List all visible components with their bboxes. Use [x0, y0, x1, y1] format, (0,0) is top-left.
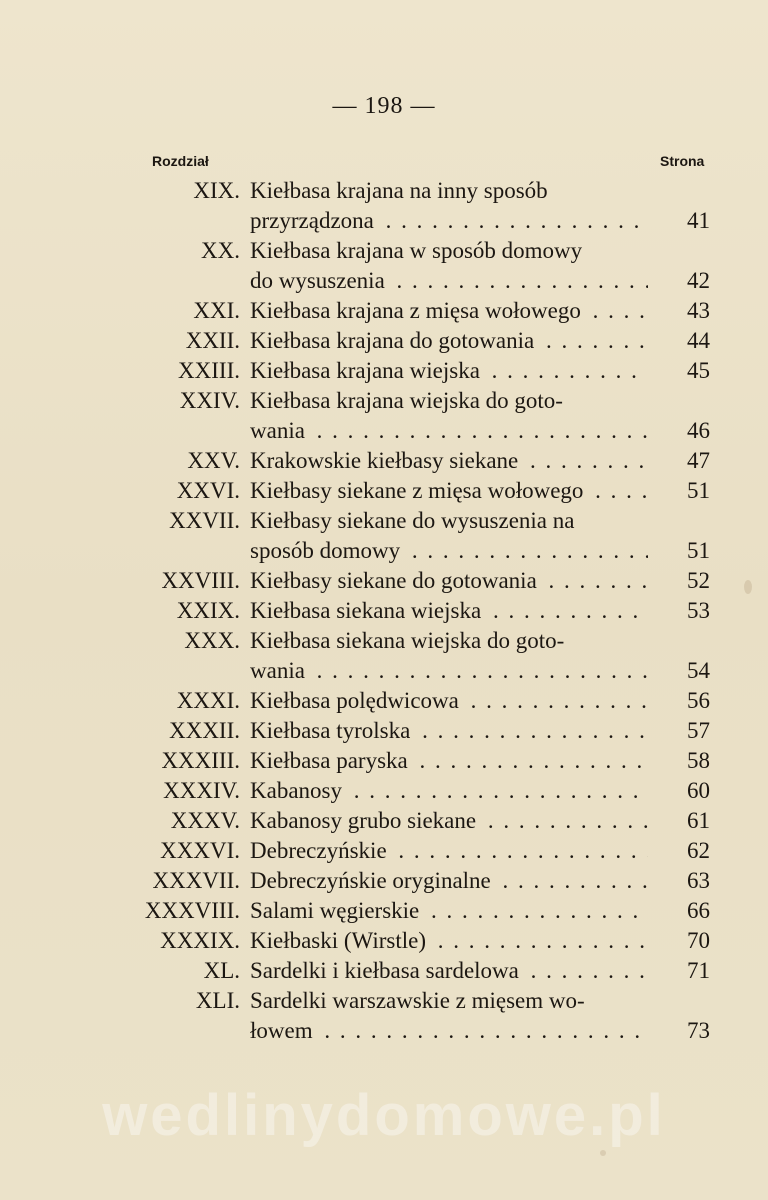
page-ref: 53 — [687, 598, 710, 623]
toc-line — [0, 1016, 768, 1046]
toc-line — [0, 866, 768, 896]
chapter-number: XXVII. — [169, 508, 240, 533]
chapter-number: XXXVI. — [160, 838, 240, 863]
chapter-title: łowem . . . — [250, 1016, 648, 1046]
page-ref: 71 — [687, 958, 710, 983]
chapter-number: XXXV. — [170, 808, 240, 833]
chapter-number: XXXIX. — [160, 928, 240, 953]
page-ref: 41 — [687, 208, 710, 233]
page-ref: 47 — [687, 448, 710, 473]
chapter-title: Kiełbasa krajana wiejska . . . — [250, 356, 648, 386]
chapter-number: XXXII. — [169, 718, 240, 743]
chapter-number: XXIV. — [179, 388, 240, 413]
toc-line — [0, 176, 768, 206]
toc-line — [0, 416, 768, 446]
chapter-column-header: Rozdział — [152, 153, 209, 169]
chapter-title: Kiełbaski (Wirstle) . . . — [250, 926, 648, 956]
page-ref: 46 — [687, 418, 710, 443]
page-ref: 62 — [687, 838, 710, 863]
page-ref: 57 — [687, 718, 710, 743]
chapter-title: Debreczyńskie . . . — [250, 836, 648, 866]
toc-line — [0, 806, 768, 836]
chapter-title: wania . . . — [250, 416, 648, 446]
toc-line — [0, 746, 768, 776]
chapter-number: XXII. — [185, 328, 240, 353]
toc-line — [0, 896, 768, 926]
page-ref: 73 — [687, 1018, 710, 1043]
toc-line — [0, 926, 768, 956]
page-column-header: Strona — [660, 153, 705, 169]
paper-stain — [744, 580, 752, 594]
page-number: — 198 — — [332, 93, 436, 119]
chapter-number: XXXIII. — [161, 748, 240, 773]
chapter-number: XXV. — [187, 448, 240, 473]
page-ref: 56 — [687, 688, 710, 713]
toc-line — [0, 506, 768, 536]
chapter-number: XL. — [203, 958, 240, 983]
chapter-title: Debreczyńskie oryginalne . . . — [250, 866, 648, 896]
chapter-number: XXVI. — [176, 478, 240, 503]
watermark: wedlinydomowe.pl — [102, 1083, 666, 1148]
chapter-title: Kiełbasy siekane do gotowania . . . — [250, 566, 648, 596]
chapter-number: XXVIII. — [161, 568, 240, 593]
chapter-number: XIX. — [193, 178, 240, 203]
page-ref: 42 — [687, 268, 710, 293]
chapter-title: Kabanosy . . . — [250, 776, 648, 806]
page-ref: 45 — [687, 358, 710, 383]
chapter-number: XX. — [201, 238, 240, 263]
page-ref: 52 — [687, 568, 710, 593]
chapter-number: XXIII. — [178, 358, 240, 383]
chapter-title: Sardelki warszawskie z mięsem wo- — [250, 988, 585, 1013]
chapter-title: Kabanosy grubo siekane . . . — [250, 806, 648, 836]
chapter-title: Krakowskie kiełbasy siekane . . . — [250, 446, 648, 476]
page-ref: 60 — [687, 778, 710, 803]
chapter-title: Kiełbasa tyrolska . . . — [250, 716, 648, 746]
toc-line — [0, 326, 768, 356]
toc-line — [0, 836, 768, 866]
toc-line — [0, 986, 768, 1016]
chapter-number: XXXVIII. — [144, 898, 240, 923]
toc-line — [0, 566, 768, 596]
chapter-title: Kiełbasy siekane do wysuszenia na — [250, 508, 575, 533]
toc-line — [0, 596, 768, 626]
toc-line — [0, 386, 768, 416]
chapter-number: XLI. — [195, 988, 240, 1013]
chapter-title: Sardelki i kiełbasa sardelowa . . . — [250, 956, 648, 986]
chapter-number: XXXI. — [176, 688, 240, 713]
toc-line — [0, 236, 768, 266]
toc-line — [0, 686, 768, 716]
toc-line — [0, 296, 768, 326]
chapter-title: Kiełbasa paryska . . . — [250, 746, 648, 776]
toc-line — [0, 776, 768, 806]
chapter-number: XXI. — [193, 298, 240, 323]
toc-line — [0, 206, 768, 236]
page-ref: 51 — [687, 478, 710, 503]
toc-line — [0, 716, 768, 746]
chapter-title: sposób domowy . . . — [250, 536, 648, 566]
chapter-title: Kiełbasa krajana z mięsa wołowego . . . — [250, 296, 648, 326]
page-ref: 44 — [687, 328, 710, 353]
paper-stain — [600, 1150, 606, 1156]
chapter-title: przyrządzona . . . — [250, 206, 648, 236]
toc-line — [0, 626, 768, 656]
chapter-title: Kiełbasa polędwicowa . . . — [250, 686, 648, 716]
chapter-title: Kiełbasa siekana wiejska do goto- — [250, 628, 565, 653]
page-ref: 61 — [687, 808, 710, 833]
chapter-title: Kiełbasa krajana do gotowania . . . — [250, 326, 648, 356]
chapter-title: Salami węgierskie . . . — [250, 896, 648, 926]
chapter-title: Kiełbasa krajana na inny sposób — [250, 178, 548, 203]
chapter-title: Kiełbasy siekane z mięsa wołowego . . . — [250, 476, 648, 506]
toc-line — [0, 356, 768, 386]
toc-line — [0, 266, 768, 296]
toc-line — [0, 956, 768, 986]
chapter-number: XXX. — [184, 628, 240, 653]
toc-line — [0, 446, 768, 476]
toc-line — [0, 536, 768, 566]
chapter-title: Kiełbasa krajana wiejska do goto- — [250, 388, 563, 413]
toc-line — [0, 656, 768, 686]
page-ref: 43 — [687, 298, 710, 323]
page-ref: 66 — [687, 898, 710, 923]
chapter-number: XXXVII. — [152, 868, 240, 893]
chapter-number: XXXIV. — [163, 778, 240, 803]
chapter-title: wania . . . — [250, 656, 648, 686]
page-ref: 51 — [687, 538, 710, 563]
table-of-contents — [0, 176, 768, 1046]
chapter-title: Kiełbasa siekana wiejska . . . — [250, 596, 648, 626]
page-ref: 54 — [687, 658, 710, 683]
chapter-title: Kiełbasa krajana w sposób domowy — [250, 238, 583, 263]
chapter-title: do wysuszenia . . . — [250, 266, 648, 296]
page-ref: 63 — [687, 868, 710, 893]
chapter-number: XXIX. — [176, 598, 240, 623]
toc-line — [0, 476, 768, 506]
page-ref: 58 — [687, 748, 710, 773]
page-ref: 70 — [687, 928, 710, 953]
